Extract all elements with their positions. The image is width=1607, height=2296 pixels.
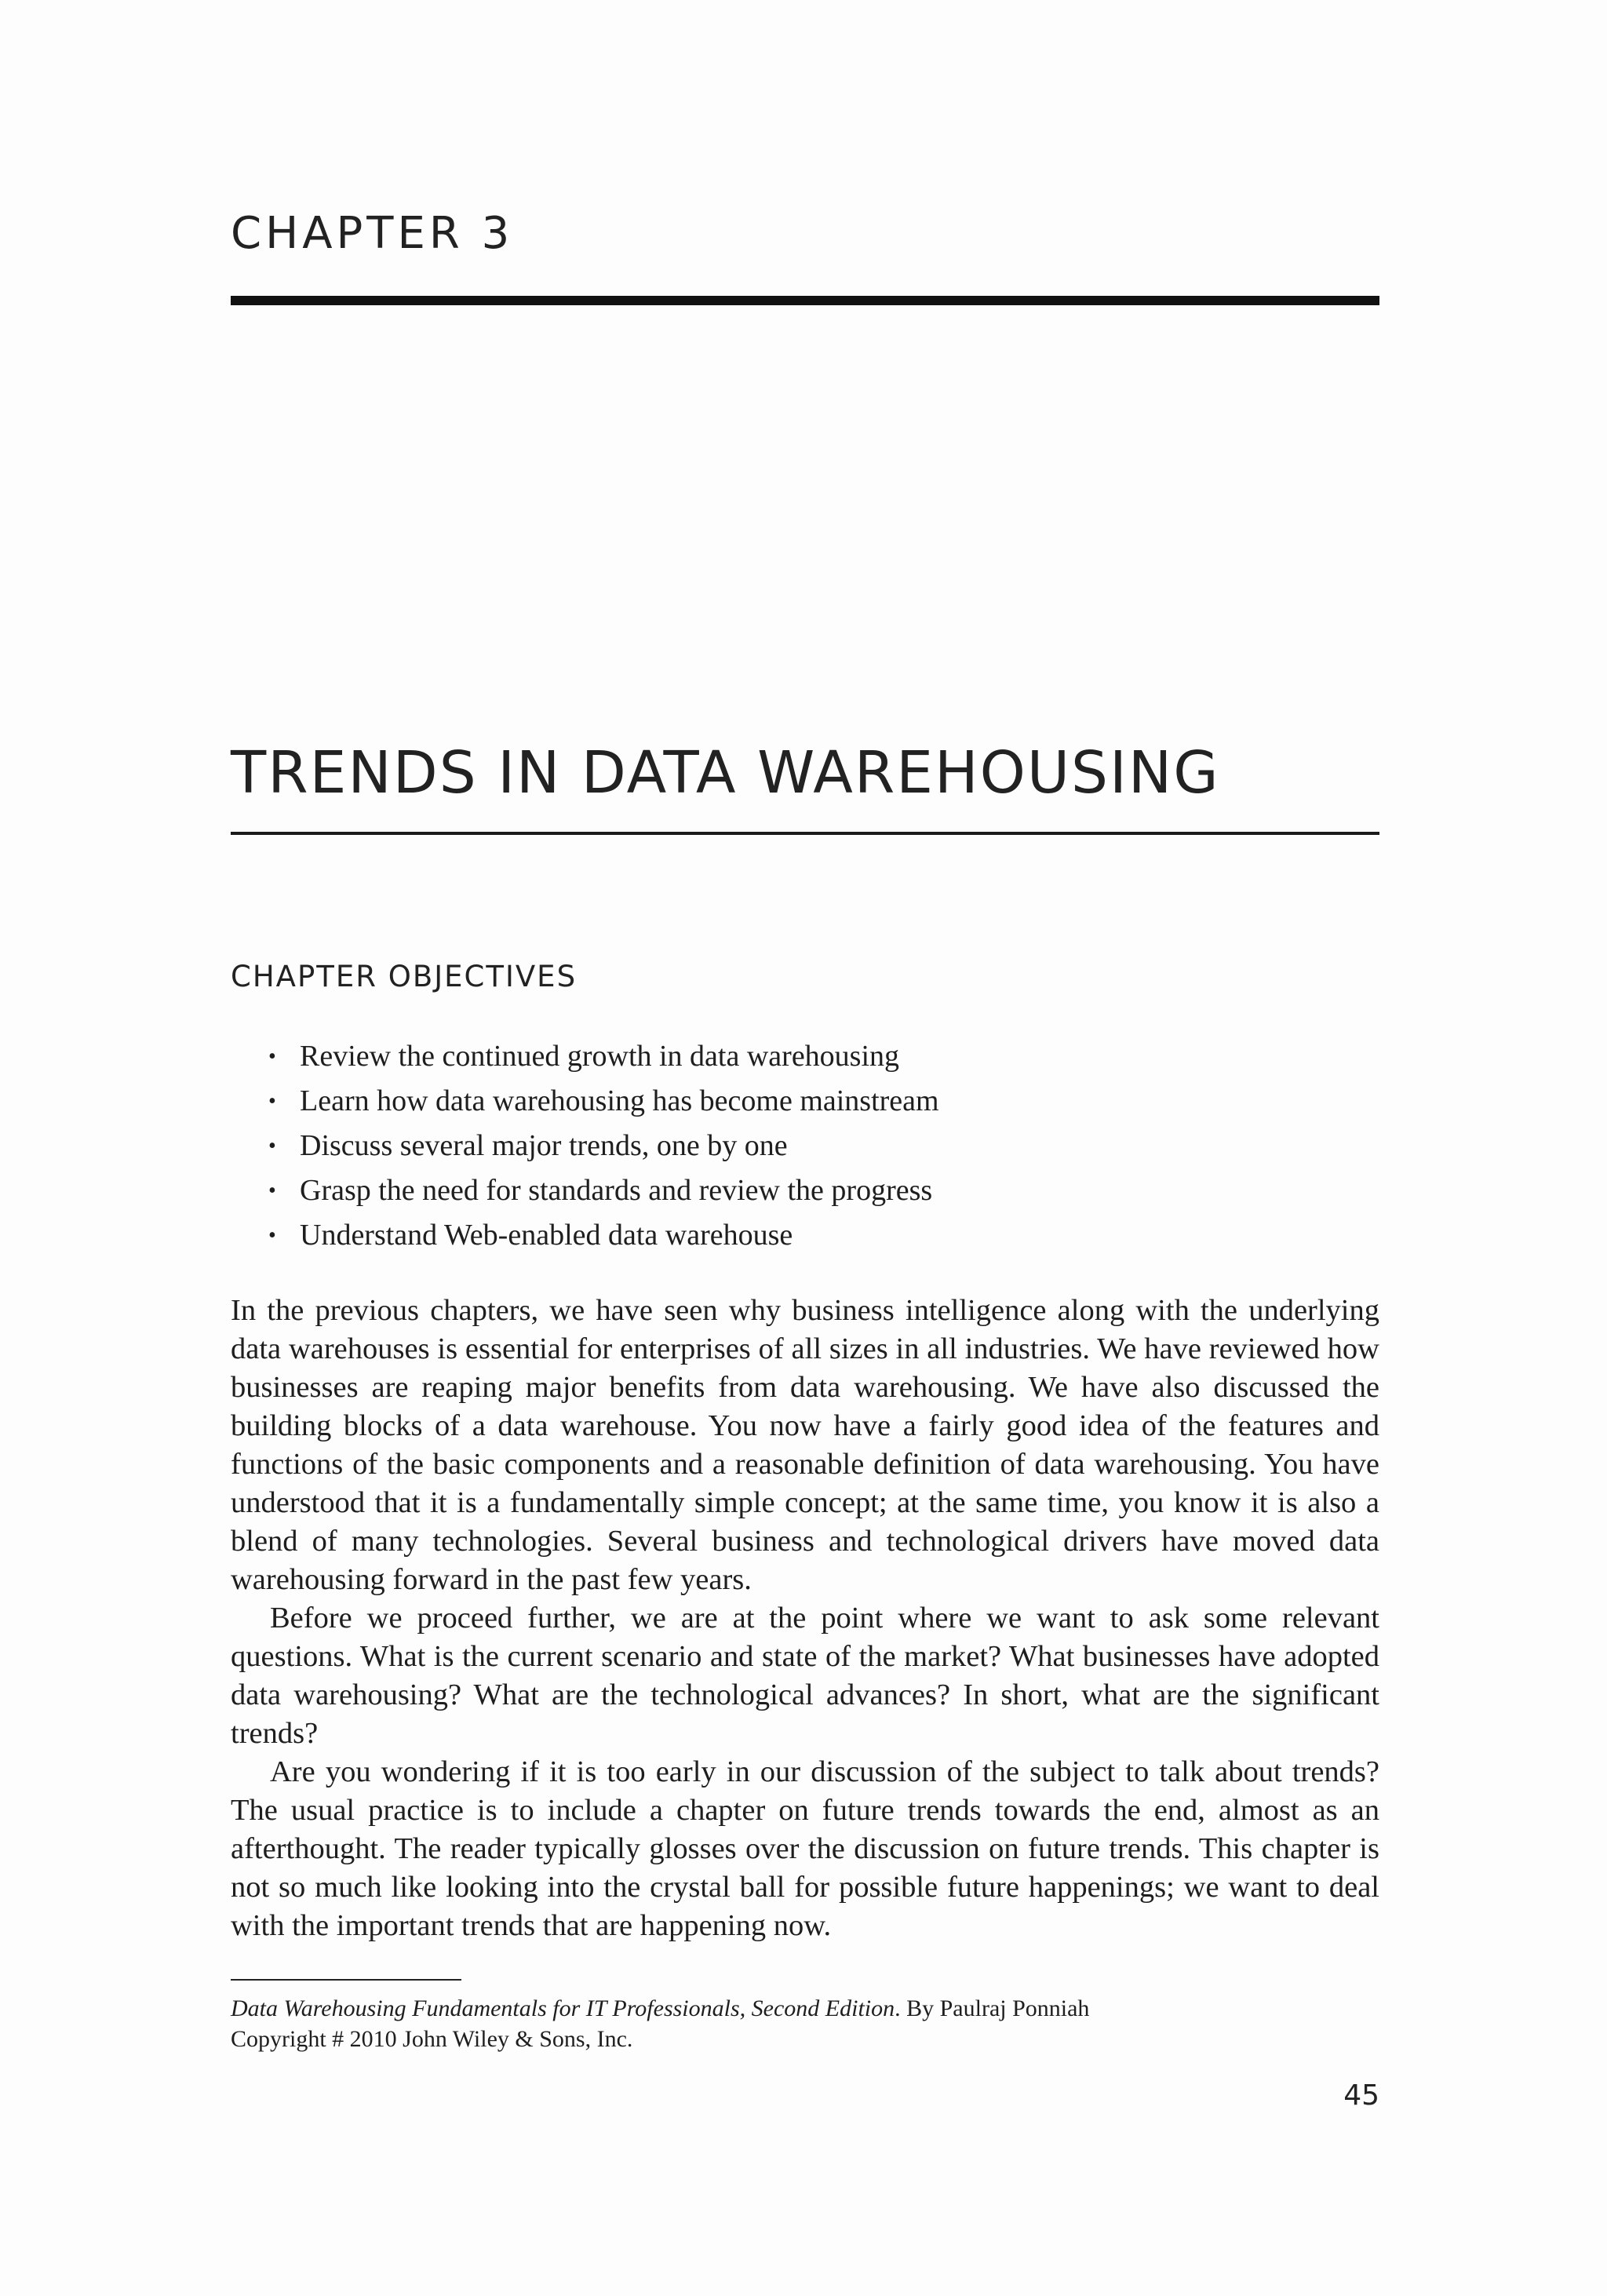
bullet-icon: • xyxy=(268,1179,276,1203)
objective-text: Understand Web-enabled data warehouse xyxy=(300,1219,793,1252)
paragraph: Are you wondering if it is too early in our discussion of the subject to talk about trends? The usual practice is to include a chapter on future trends towards the end, almost as an afterthought. The reader typically glosses over the discussion on future trends. This chapter is not so much like looking into the crystal ball for possible future happenings; we want to deal with the important trends that are happening now. xyxy=(231,1755,1379,1942)
book-author: . By Paulraj Ponniah xyxy=(895,1995,1090,2021)
bullet-icon: • xyxy=(268,1223,276,1248)
chapter-title: TRENDS IN DATA WAREHOUSING xyxy=(231,739,1220,807)
paragraph: Before we proceed further, we are at the point where we want to ask some relevant questions. What is the current scenario and state of the market? What businesses have adopted data warehousing? What are the technological advances? In short, what are the significant trends? xyxy=(231,1602,1379,1750)
objective-item xyxy=(231,1168,939,1213)
objective-item xyxy=(231,1079,939,1124)
book-title: Data Warehousing Fundamentals for IT Professionals, Second Edition xyxy=(231,1995,895,2021)
book-page xyxy=(231,0,1379,2296)
chapter-divider xyxy=(231,296,1379,305)
copyright-line: Copyright # 2010 John Wiley & Sons, Inc. xyxy=(231,2026,633,2052)
paragraph: In the previous chapters, we have seen why business intelligence along with the underlying data warehouses is essential for enterprises of all sizes in all industries. We have reviewed how businesses are reaping major benefits from data warehousing. We have also discussed the building blocks of a data warehouse. You now have a fairly good idea of the features and functions of the basic components and a reasonable definition of data warehousing. You have understood that it is a fundamentally simple concept; at the same time, you know it is also a blend of many technologies. Several business and technological drivers have moved data warehousing forward in the past few years. xyxy=(231,1294,1379,1596)
objectives-list xyxy=(231,1034,939,1258)
objective-item xyxy=(231,1213,939,1258)
objectives-heading: CHAPTER OBJECTIVES xyxy=(231,960,578,993)
objective-text: Learn how data warehousing has become mainstream xyxy=(300,1084,939,1117)
bullet-icon: • xyxy=(268,1089,276,1113)
objective-item xyxy=(231,1034,939,1079)
footnote xyxy=(231,1993,1089,2054)
body-text xyxy=(231,1292,1379,1945)
objective-text: Grasp the need for standards and review the progress xyxy=(300,1174,933,1207)
footnote-citation xyxy=(231,1993,1089,2024)
chapter-label: CHAPTER 3 xyxy=(231,208,514,259)
title-divider xyxy=(231,832,1379,835)
objective-text: Review the continued growth in data warehousing xyxy=(300,1040,900,1073)
bullet-icon: • xyxy=(268,1044,276,1069)
footnote-divider xyxy=(231,1979,461,1981)
page-number: 45 xyxy=(1343,2079,1379,2112)
objective-text: Discuss several major trends, one by one xyxy=(300,1129,788,1162)
objective-item xyxy=(231,1124,939,1168)
bullet-icon: • xyxy=(268,1134,276,1158)
